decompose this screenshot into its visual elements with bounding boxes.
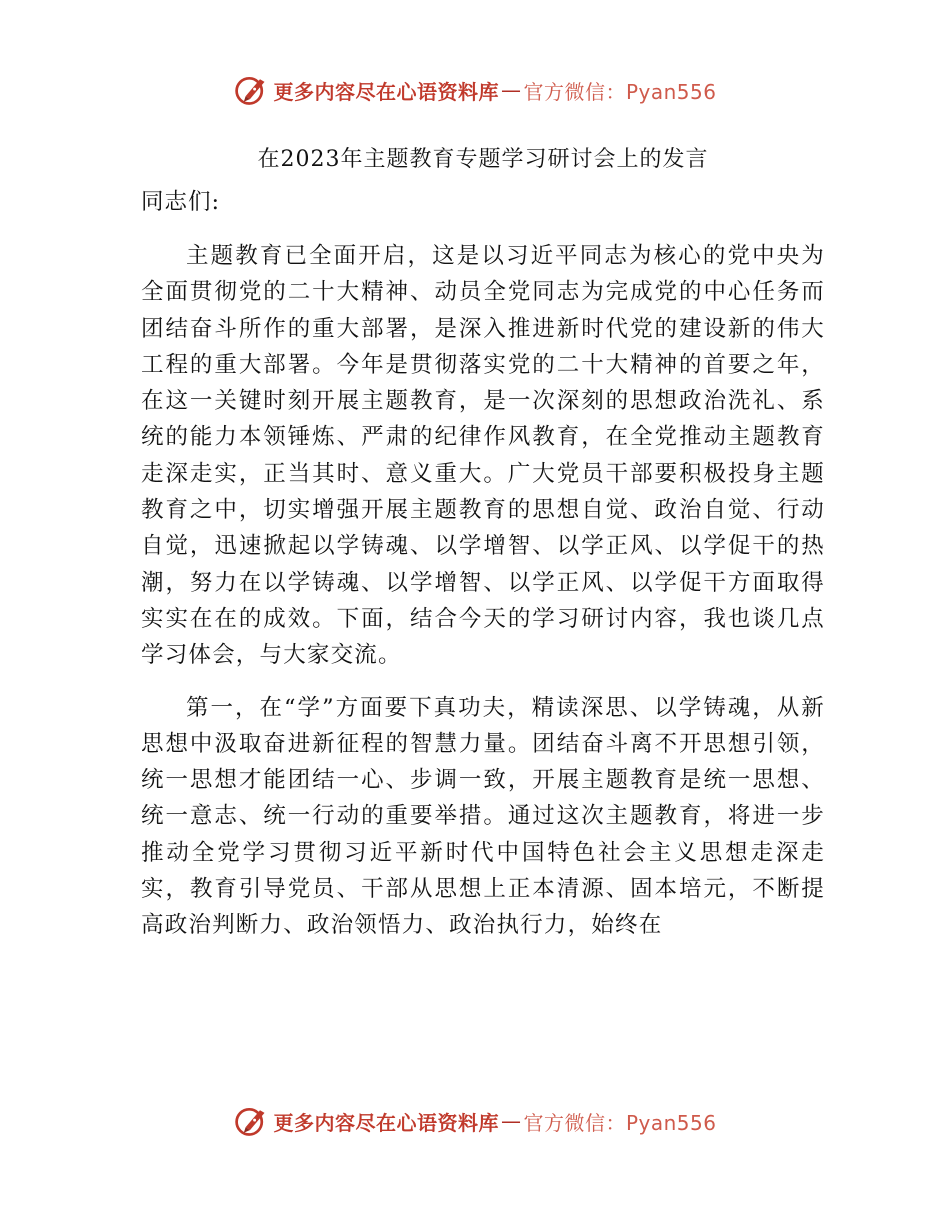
greeting: 同志们: [141, 189, 221, 215]
banner-wechat-text: 官方微信：Pyan556 [523, 1110, 717, 1135]
header-banner[interactable] [0, 70, 950, 110]
pen-nib-logo-icon [233, 72, 269, 108]
banner-dash: — [500, 1109, 522, 1133]
paragraph-2: 第一，在“学”方面要下真功夫，精读深思、以学铸魂，从新思想中汲取奋进新征程的智慧力量。团结奋斗离不开思想引领，统一思想才能团结一心、步调一致，开展主题教育是统一思想、统一意志、统一行动的重要举措。通过这次主题教育，将进一步推动全党学习贯彻习近平新时代中国特色社会主义思想走深走实，教育引导党员、干部从思想上正本清源、固本培元，不断提高政治判断力、政治领悟力、政治执行力，始终在 [141, 694, 825, 939]
banner-brand-text: 更多内容尽在心语资料库 [273, 79, 499, 104]
banner-brand-text: 更多内容尽在心语资料库 [273, 1110, 499, 1135]
document-body [141, 145, 825, 944]
document-title: 在2023年主题教育专题学习研讨会上的发言 [257, 147, 709, 172]
banner-dash: — [500, 78, 522, 102]
pen-nib-logo-icon [233, 1103, 269, 1139]
paragraph-1: 主题教育已全面开启，这是以习近平同志为核心的党中央为全面贯彻党的二十大精神、动员全党同志为完成党的中心任务而团结奋斗所作的重大部署，是深入推进新时代党的建设新的伟大工程的重大部署。今年是贯彻落实党的二十大精神的首要之年，在这一关键时刻开展主题教育，是一次深刻的思想政治洗礼、系统的能力本领锤炼、严肃的纪律作风教育，在全党推动主题教育走深走实，正当其时、意义重大。广大党员干部要积极投身主题教育之中，切实增强开展主题教育的思想自觉、政治自觉、行动自觉，迅速掀起以学铸魂、以学增智、以学正风、以学促干的热潮，努力在以学铸魂、以学增智、以学正风、以学促干方面取得实实在在的成效。下面，结合今天的学习研讨内容，我也谈几点学习体会，与大家交流。 [141, 243, 825, 669]
footer-banner[interactable] [0, 1101, 950, 1141]
banner-wechat-text: 官方微信：Pyan556 [523, 79, 717, 104]
